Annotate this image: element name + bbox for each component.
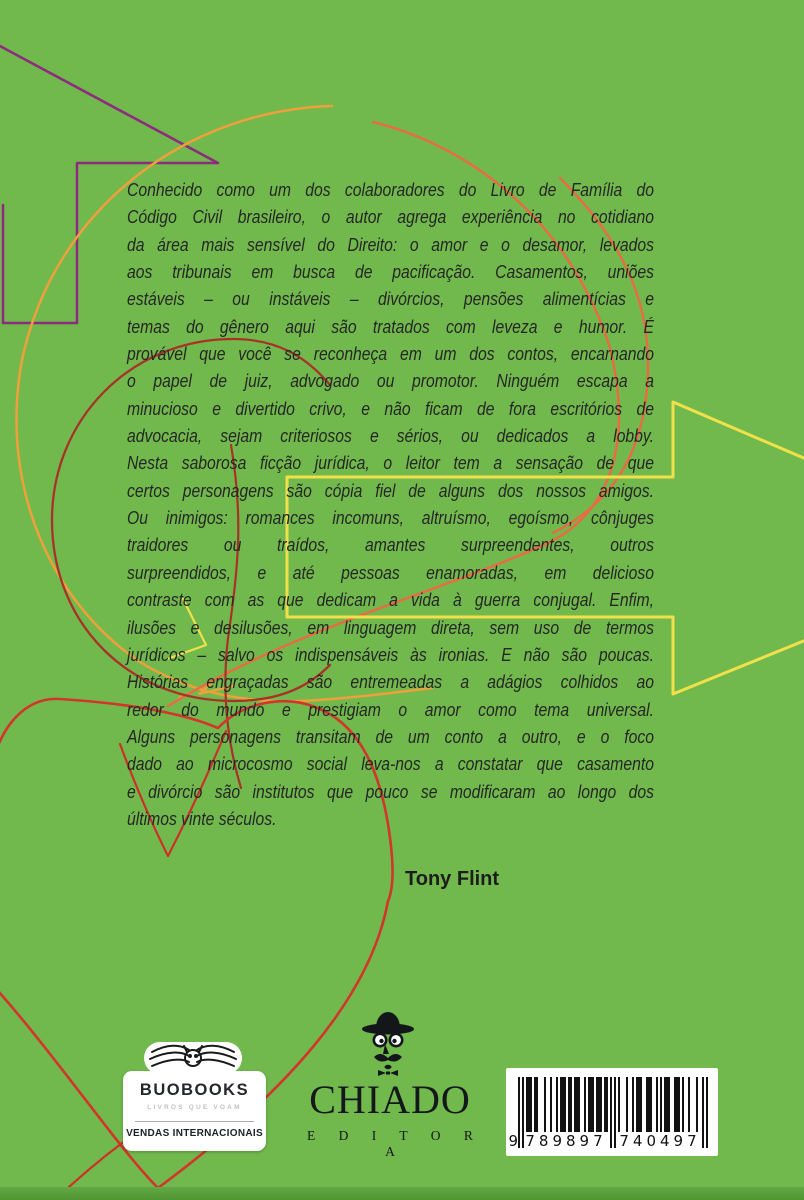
author-name: Tony Flint [405,868,500,890]
synopsis-line: aos tribunais em busca de pacificação. Casamentos, uniões [127,261,654,283]
synopsis-line: certos personagens são cópia fiel de alguns dos nossos amigos. [127,479,654,501]
synopsis-line: dado ao microcosmo social leva-nos a constatar que casamento [127,753,654,775]
chiado-subtitle: E D I T O R A [307,1128,483,1159]
barcode-bar [544,1077,546,1132]
synopsis-line: ilusões e desilusões, em linguagem direta, sem uso de termos [127,616,654,638]
barcode-bar [606,1077,608,1132]
bottom-edge-strip [0,1187,804,1200]
barcode-bar [530,1077,532,1132]
barcode-group1: 789897 [525,1132,607,1150]
barcode-bar [682,1077,684,1132]
barcode-bar [518,1077,520,1148]
buobooks-subtitle: VENDAS INTERNACIONAIS [126,1128,263,1139]
barcode-bar [668,1077,670,1132]
pessoa-figure-icon [358,1008,422,1076]
synopsis-line: da área mais sensível do Direito: o amor e o desamor, levados [127,233,654,255]
buobooks-logo-card [123,1071,266,1151]
barcode-bar [678,1077,680,1132]
barcode-bar [656,1077,658,1132]
barcode-bar [626,1077,628,1132]
synopsis-line: Código Civil brasileiro, o autor agrega experiência no cotidiano [127,206,654,228]
synopsis-line: últimos vinte séculos. [127,807,277,829]
synopsis-line: Histórias engraçadas são entremeadas a adágios colhidos ao [127,671,654,693]
synopsis-line: Alguns personagens transitam de um conto a outro, e o foco [127,725,654,747]
barcode-bar [578,1077,580,1132]
barcode-bar [610,1077,612,1148]
barcode [506,1068,718,1156]
synopsis-line: surpreendidos, e até pessoas enamoradas, em delicioso [127,561,654,583]
barcode-bar [564,1077,566,1132]
chiado-name: CHIADO [309,1077,471,1122]
barcode-prefix: 9 [508,1132,518,1150]
buobooks-name: BUOBOOKS [139,1081,250,1099]
barcode-bar [570,1077,572,1132]
barcode-bar [696,1077,698,1132]
barcode-bar [702,1077,704,1148]
buobooks-tagline: LIVROS QUE VOAM [147,1104,242,1111]
chiado-logo [290,1008,490,1160]
synopsis-line: e divórcio são institutos que pouco se modificaram ao longo dos [127,780,654,802]
barcode-bar [650,1077,652,1132]
barcode-bar [618,1077,620,1132]
synopsis-line: traidores ou traídos, amantes surpreendentes, outros [127,534,654,556]
synopsis-line: minucioso e divertido crivo, e não ficam de fora escritórios de [127,397,654,419]
synopsis-line: temas do gênero aqui são tratados com leveza e humor. É [127,315,654,337]
synopsis-line: o papel de juiz, advogado ou promotor. Ninguém escapa a [127,370,654,392]
barcode-bar [632,1077,634,1132]
barcode-bar [688,1077,690,1132]
barcode-group2: 740497 [619,1132,701,1150]
synopsis-line: Conhecido como um dos colaboradores do Livro de Família do [127,179,654,200]
buobooks-divider [135,1121,254,1122]
synopsis-line: provável que você se reconheça em um dos contos, encarnando [127,343,654,365]
owl-icon [140,1036,246,1078]
barcode-bar [550,1077,552,1132]
barcode-bar [706,1077,708,1148]
barcode-bar [640,1077,642,1132]
synopsis-text [127,176,654,832]
barcode-bar [600,1077,602,1132]
barcode-bar [614,1077,616,1148]
barcode-bar [556,1077,558,1132]
synopsis-line: Nesta saborosa ficção jurídica, o leitor tem a sensação de que [127,452,654,474]
barcode-bar [536,1077,538,1132]
synopsis-line: contraste com as que dedicam a vida à guerra conjugal. Enfim, [127,589,654,611]
barcode-bar [660,1077,662,1132]
synopsis-line: estáveis – ou instáveis – divórcios, pensões alimentícias e [127,288,654,310]
barcode-bar [584,1077,586,1132]
synopsis-line: advocacia, sejam criteriosos e sérios, ou dedicados a lobby. [127,425,654,447]
synopsis-line: jurídicos – salvo os indispensáveis às ironias. E não são poucas. [127,643,654,665]
barcode-bar [592,1077,594,1132]
synopsis-line: redor do mundo e prestigiam o amor como tema universal. [127,698,654,720]
synopsis-line: Ou inimigos: romances incomuns, altruísmo, egoísmo, cônjuges [127,507,654,529]
